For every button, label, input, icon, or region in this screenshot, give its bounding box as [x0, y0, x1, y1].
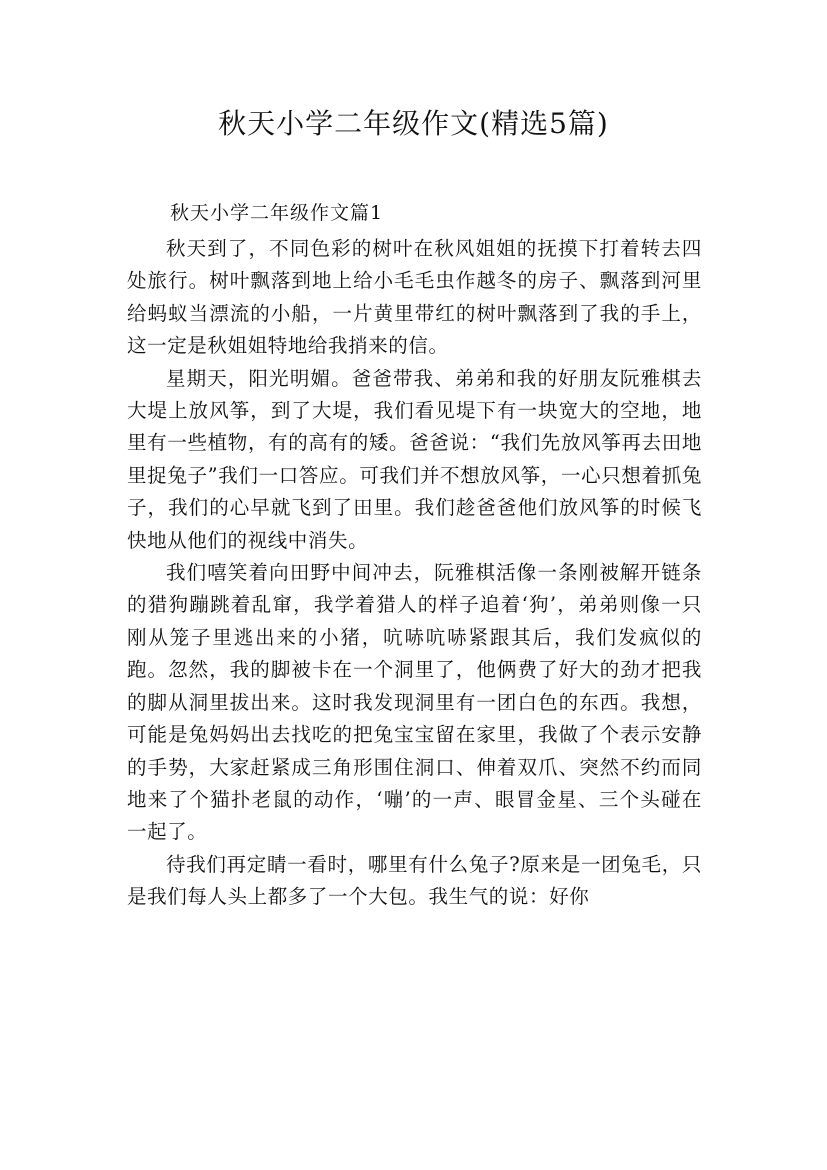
document-title: 秋天小学二年级作文(精选5篇) [218, 107, 609, 140]
paragraph: 我们嘻笑着向田野中间冲去，阮雅棋活像一条刚被解开链条的猎狗蹦跳着乱窜，我学着猎人的样子追着‘狗’，弟弟则像一只刚从笼子里逃出来的小猪，吭哧吭哧紧跟其后，我们发疯似的跑。忽然，我的脚被卡在一个洞里了，他俩费了好大的劲才把我的脚从洞里拔出来。这时我发现洞里有一团白色的东西。我想，可能是兔妈妈出去找吃的把兔宝宝留在家里，我做了个表示安静的手势，大家赶紧成三角形围住洞口、伸着双爪、突然不约而同地来了个猫扑老鼠的动作，‘嘣’的一声、眼冒金星、三个头碰在一起了。 [127, 561, 702, 844]
essay-body [127, 233, 702, 914]
paragraph: 秋天到了，不同色彩的树叶在秋风姐姐的抚摸下打着转去四处旅行。树叶飘落到地上给小毛毛虫作越冬的房子、飘落到河里给蚂蚁当漂流的小船，一片黄里带红的树叶飘落到了我的手上，这一定是秋姐姐特地给我捎来的信。 [127, 237, 702, 358]
paragraph: 星期天，阳光明媚。爸爸带我、弟弟和我的好朋友阮雅棋去大堤上放风筝，到了大堤，我们看见堤下有一块宽大的空地，地里有一些植物，有的高有的矮。爸爸说：“我们先放风筝再去田地里捉兔子”我们一口答应。可我们并不想放风筝，一心只想着抓兔子，我们的心早就飞到了田里。我们趁爸爸他们放风筝的时候飞快地从他们的视线中消失。 [127, 366, 702, 552]
section-heading: 秋天小学二年级作文篇1 [170, 202, 384, 224]
paragraph: 待我们再定睛一看时，哪里有什么兔子?原来是一团兔毛，只是我们每人头上都多了一个大包。我生气的说：好你 [127, 852, 702, 909]
